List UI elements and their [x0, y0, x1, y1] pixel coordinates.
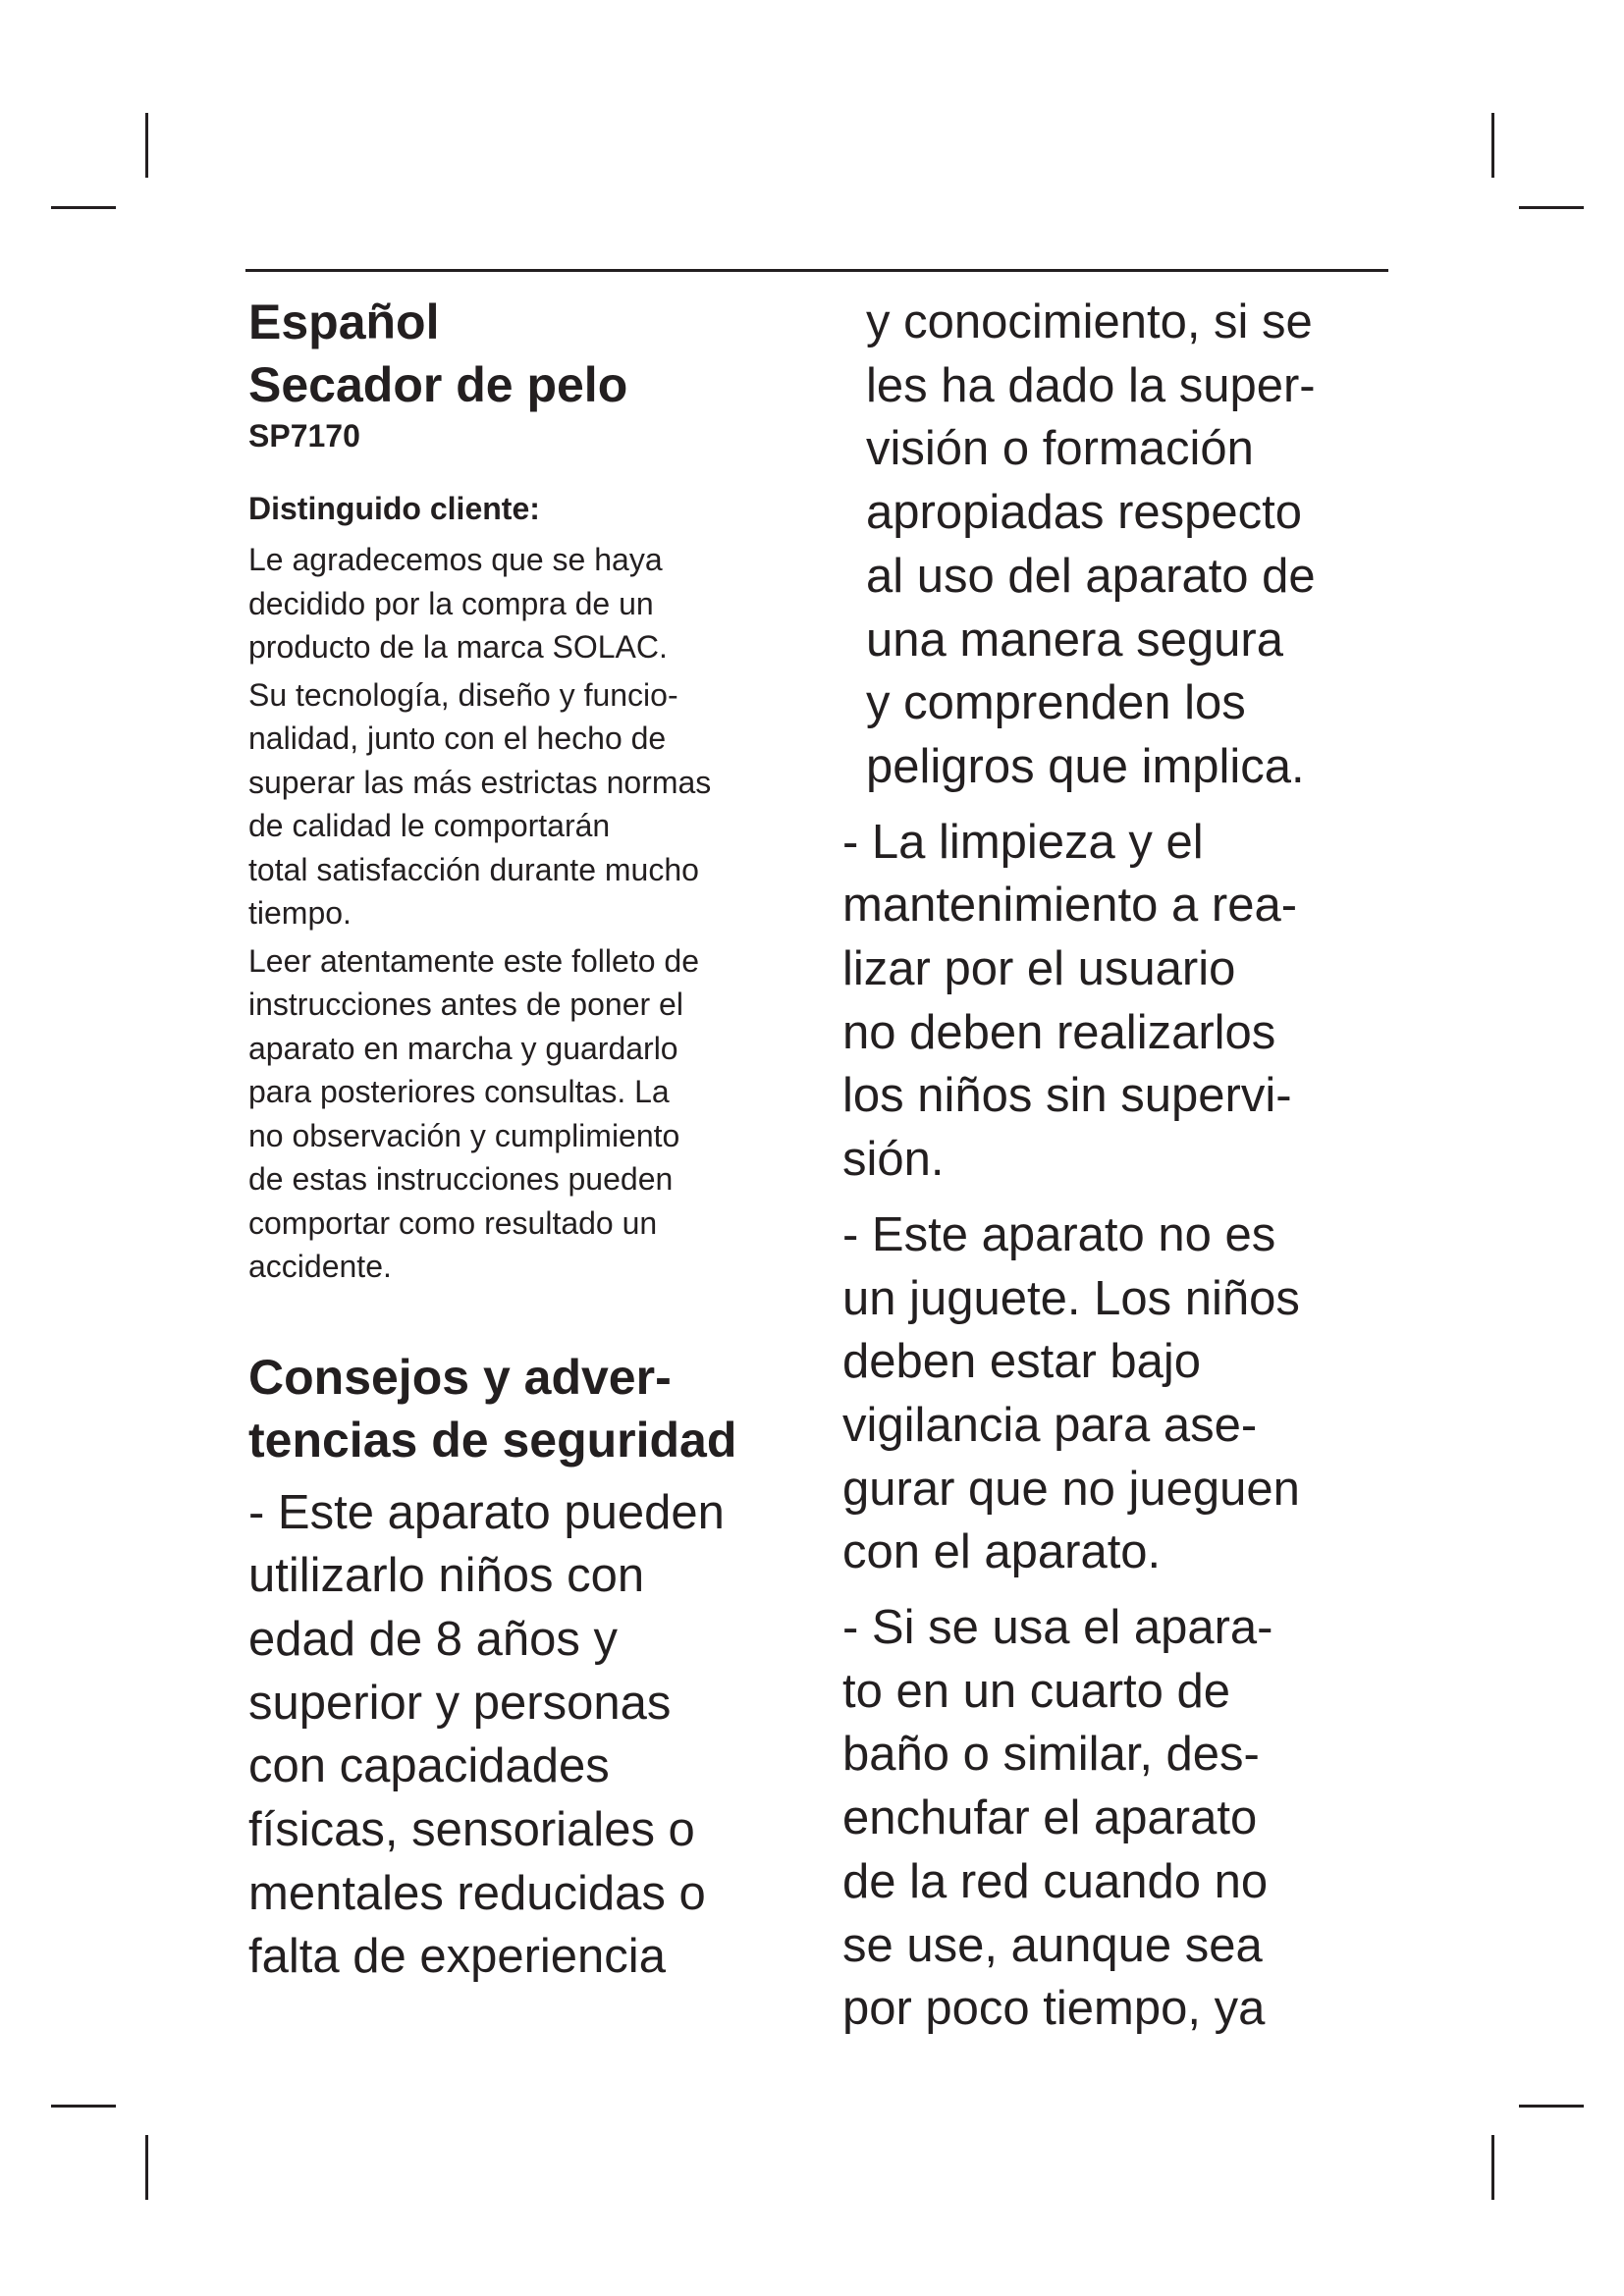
text-line: superior y personas: [248, 1676, 672, 1730]
text-line: - La limpieza y el: [842, 815, 1204, 869]
text-line: accidente.: [248, 1249, 392, 1284]
text-line: tiempo.: [248, 895, 352, 931]
safety-bullet-2: [842, 811, 1392, 1192]
text-line: mantenimiento a rea-: [842, 879, 1298, 933]
left-column: [248, 291, 798, 2001]
text-line: falta de experiencia: [248, 1930, 666, 1984]
text-line: decidido por la compra de un: [248, 585, 654, 621]
text-line: de la red cuando no: [842, 1854, 1269, 1908]
text-line: visión o formación: [866, 422, 1254, 476]
text-line: nalidad, junto con el hecho de: [248, 721, 667, 756]
text-line: edad de 8 años y: [248, 1612, 618, 1666]
text-line: con capacidades: [248, 1739, 610, 1793]
crop-mark-top-right-horizontal: [1519, 206, 1584, 209]
intro-text: [248, 538, 798, 1289]
text-line: apropiadas respecto: [866, 486, 1303, 540]
text-line: no observación y cumplimiento: [248, 1117, 680, 1153]
intro-paragraph-3: [248, 939, 798, 1289]
crop-mark-top-left-vertical: [145, 113, 148, 178]
text-line: físicas, sensoriales o: [248, 1803, 695, 1857]
crop-mark-bottom-right-horizontal: [1519, 2105, 1584, 2108]
text-line: - Este aparato pueden: [248, 1485, 725, 1539]
text-line: - Este aparato no es: [842, 1207, 1276, 1261]
intro-paragraph-2: [248, 673, 798, 935]
crop-mark-bottom-left-horizontal: [51, 2105, 116, 2108]
text-line: sión.: [842, 1133, 945, 1187]
text-line: de calidad le comportarán: [248, 808, 611, 843]
text-line: gurar que no jueguen: [842, 1462, 1300, 1516]
safety-bullet-1-continued: [842, 291, 1392, 799]
crop-mark-bottom-right-vertical: [1491, 2135, 1494, 2200]
text-line: al uso del aparato de: [866, 549, 1316, 603]
text-line: un juguete. Los niños: [842, 1271, 1300, 1325]
intro-paragraph-1: [248, 538, 798, 669]
crop-mark-top-right-vertical: [1491, 113, 1494, 178]
text-line: baño o similar, des-: [842, 1728, 1260, 1782]
text-line: Leer atentamente este folleto de: [248, 942, 699, 979]
text-line: peligros que implica.: [866, 739, 1305, 793]
safety-bullet-4: [842, 1596, 1392, 2041]
crop-mark-top-left-horizontal: [51, 206, 116, 209]
header-rule: [245, 269, 1388, 272]
text-line: por poco tiempo, ya: [842, 1982, 1266, 2036]
right-column: [842, 291, 1392, 2053]
text-line: tencias de seguridad: [248, 1412, 737, 1468]
safety-bullet-3: [842, 1203, 1392, 1584]
text-line: enchufar el aparato: [842, 1791, 1258, 1845]
text-line: vigilancia para ase-: [842, 1398, 1258, 1452]
text-line: total satisfacción durante mucho: [248, 851, 699, 887]
text-line: les ha dado la super-: [866, 358, 1316, 412]
text-line: instrucciones antes de poner el: [248, 987, 683, 1022]
text-line: aparato en marcha y guardarlo: [248, 1030, 678, 1066]
text-line: no deben realizarlos: [842, 1005, 1276, 1059]
text-line: Consejos y adver-: [248, 1349, 672, 1405]
language-heading: Español: [248, 294, 440, 349]
safety-section-title: [248, 1346, 798, 1471]
text-line: y conocimiento, si se: [866, 295, 1313, 348]
text-line: una manera segura: [866, 613, 1283, 667]
text-line: comportar como resultado un: [248, 1204, 658, 1241]
text-line: Su tecnología, diseño y funcio-: [248, 676, 678, 713]
crop-mark-bottom-left-vertical: [145, 2135, 148, 2200]
text-line: - Si se usa el apara-: [842, 1601, 1273, 1655]
text-line: utilizarlo niños con: [248, 1549, 645, 1603]
text-line: se use, aunque sea: [842, 1918, 1263, 1972]
greeting-heading: Distinguido cliente:: [248, 491, 540, 526]
text-line: de estas instrucciones pueden: [248, 1161, 674, 1197]
product-title: Secador de pelo: [248, 357, 628, 412]
text-line: con el aparato.: [842, 1525, 1162, 1579]
model-number: SP7170: [248, 418, 360, 454]
text-line: producto de la marca SOLAC.: [248, 629, 668, 665]
text-line: y comprenden los: [866, 676, 1246, 730]
text-line: los niños sin supervi-: [842, 1069, 1292, 1123]
text-line: superar las más estrictas normas: [248, 764, 712, 800]
text-line: lizar por el usuario: [842, 942, 1236, 996]
safety-bullet-1: [248, 1481, 798, 1990]
text-line: Le agradecemos que se haya: [248, 542, 663, 577]
text-line: to en un cuarto de: [842, 1664, 1231, 1718]
text-line: mentales reducidas o: [248, 1866, 706, 1920]
text-line: para posteriores consultas. La: [248, 1074, 670, 1109]
text-line: deben estar bajo: [842, 1335, 1202, 1389]
